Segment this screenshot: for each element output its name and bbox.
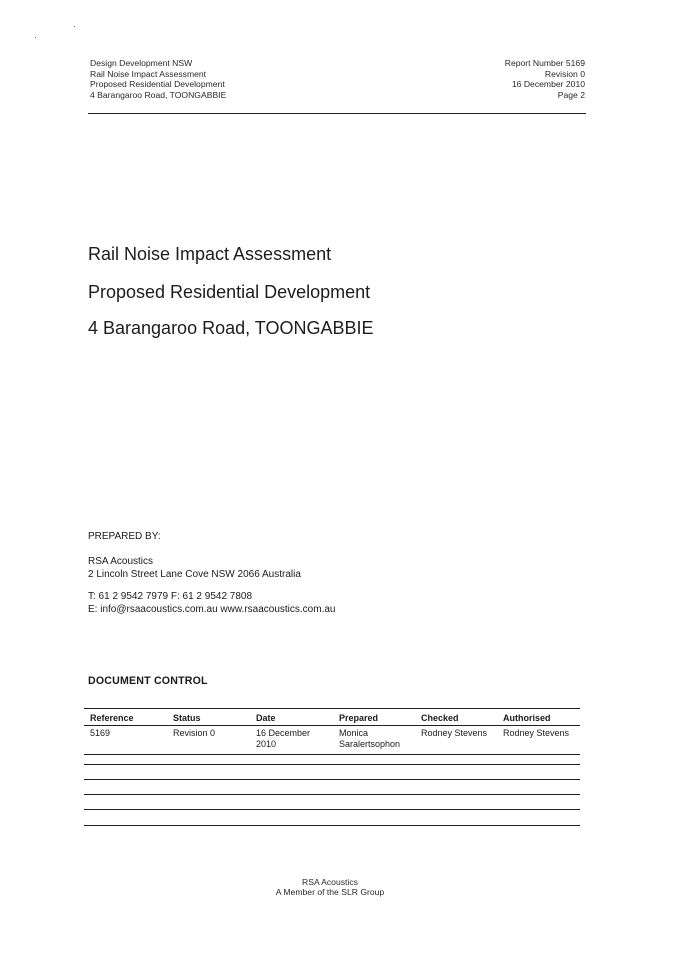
prepared-by-address: 2 Lincoln Street Lane Cove NSW 2066 Australia [88,569,301,580]
empty-row-divider [84,779,580,780]
empty-row-divider [84,825,580,826]
header-address: 4 Barangaroo Road, TOONGABBIE [90,89,227,100]
cell-reference: 5169 [84,726,167,755]
footer-group: A Member of the SLR Group [275,887,385,898]
column-header-prepared: Prepared [333,709,415,726]
page-footer [0,877,660,898]
table-header-row [84,709,580,726]
cell-checked: Rodney Stevens [415,726,497,755]
scan-speck [74,26,75,27]
title-development: Proposed Residential Development [88,282,371,302]
cell-prepared-line2: Saralertsophon [339,738,401,749]
table-row [84,726,580,755]
header-client: Design Development NSW [90,58,193,68]
column-header-date: Date [250,709,333,726]
empty-row-divider [84,794,580,795]
header-project-info [90,58,226,100]
footer-company: RSA Acoustics [302,877,358,887]
column-header-status: Status [167,709,250,726]
header-divider [88,113,586,114]
cell-authorised: Rodney Stevens [497,726,580,755]
column-header-checked: Checked [415,709,497,726]
document-control-heading: DOCUMENT CONTROL [88,675,208,687]
prepared-by-company: RSA Acoustics [88,556,154,567]
cell-prepared [333,726,415,755]
cell-prepared-line1: Monica [339,728,369,738]
title-address: 4 Barangaroo Road, TOONGABBIE [88,318,374,338]
header-date: 16 December 2010 [511,79,585,90]
cell-status: Revision 0 [167,726,250,755]
header-report-title: Rail Noise Impact Assessment [90,68,207,79]
cell-date-line2: 2010 [256,738,277,749]
cell-date [250,726,333,755]
empty-row-divider [84,764,580,765]
header-report-number: Report Number 5169 [504,58,585,68]
prepared-by-label: PREPARED BY: [88,531,161,542]
header-development: Proposed Residential Development [90,79,225,90]
prepared-by-phone: T: 61 2 9542 7979 F: 61 2 9542 7808 [88,591,253,602]
column-header-authorised: Authorised [497,709,580,726]
header-revision: Revision 0 [544,68,585,79]
header-page-number: Page 2 [557,89,585,100]
column-header-reference: Reference [84,709,167,726]
header-report-info [505,58,585,100]
scan-speck [35,37,36,38]
empty-row-divider [84,809,580,810]
document-control-table [84,708,580,755]
prepared-by-contact: E: info@rsaacoustics.com.au www.rsaacoustics.com.au [88,604,336,615]
title-assessment: Rail Noise Impact Assessment [88,244,332,264]
cell-date-line1: 16 December [256,728,311,738]
